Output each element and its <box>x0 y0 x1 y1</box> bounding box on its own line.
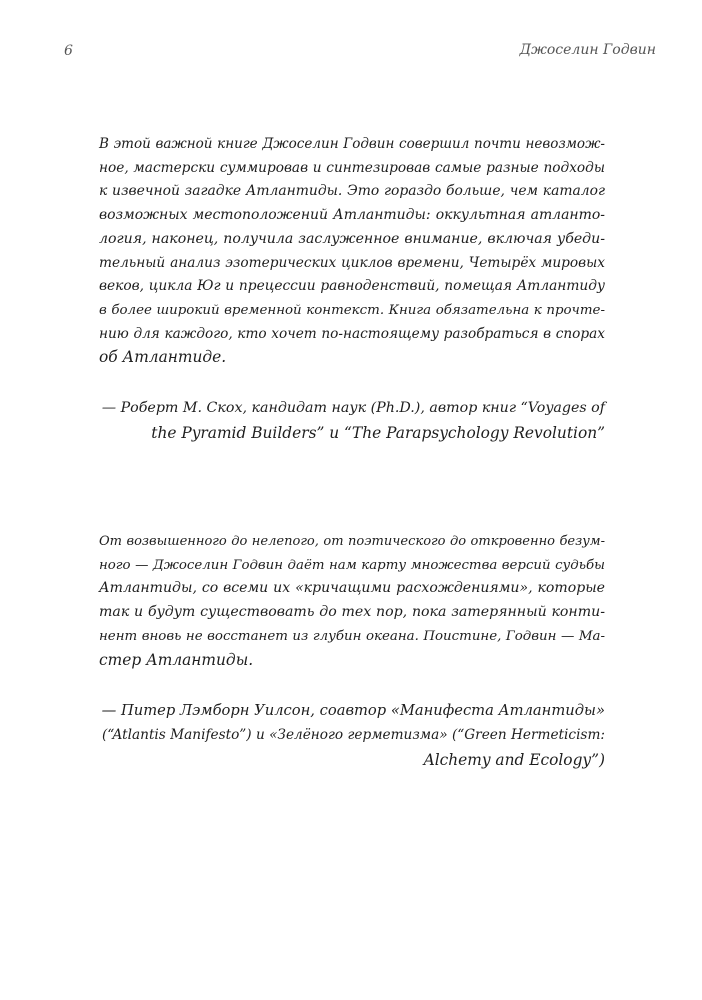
blurb-line: к извечной загадке Атлантиды. Это гораздо больше, чем каталог <box>99 183 605 200</box>
attribution-line: Alchemy and Ecology”) <box>423 751 605 770</box>
attribution-line: the Pyramid Builders” и “The Parapsychology Revolution” <box>151 424 605 443</box>
page-content <box>99 133 605 773</box>
blurb-line: нент вновь не восстанет из глубин океана. Поистине, Годвин — Ма- <box>99 628 605 644</box>
blurb-line: об Атлантиде. <box>99 348 227 367</box>
blurb-line: так и будут существовать до тех пор, пока затерянный конти- <box>99 604 605 621</box>
page-number: 6 <box>64 43 73 59</box>
blurb-line: логия, наконец, получила заслуженное внимание, включая убеди- <box>99 230 605 247</box>
blurb-text <box>99 133 605 370</box>
attribution-line: — Роберт М. Скох, кандидат наук (Ph.D.), автор книг “Voyages of <box>101 400 605 417</box>
attribution-line: — Питер Лэмборн Уилсон, соавтор «Манифеста Атлантиды» <box>101 702 605 720</box>
blurb-schoch <box>99 133 605 446</box>
blurb-line: В этой важной книге Джоселин Годвин совершил почти невозмож- <box>99 136 605 152</box>
blurb-line: Атлантиды, со всеми их «кричащими расхождениями», которые <box>99 580 605 597</box>
blurb-line: веков, цикла Юг и прецессии равноденствий, помещая Атлантиду <box>99 278 605 295</box>
blurb-attribution <box>99 698 605 773</box>
blurb-line: ного — Джоселин Годвин даёт нам карту множества версий судьбы <box>99 557 605 573</box>
blurb-line: нию для каждого, кто хочет по-настоящему разобраться в спорах <box>99 325 605 342</box>
blurb-line: стер Атлантиды. <box>99 650 254 669</box>
blurb-line: в более широкий временной контекст. Книга обязательна к прочте- <box>99 302 605 318</box>
page-header <box>0 0 702 80</box>
blurb-line: ное, мастерски суммировав и синтезировав самые разные подходы <box>99 159 605 176</box>
running-head: Джоселин Годвин <box>519 42 656 58</box>
attribution-line: (“Atlantis Manifesto”) и «Зелёного герметизма» (“Green Hermeticism: <box>101 727 605 744</box>
blurb-attribution <box>99 396 605 446</box>
blurb-wilson <box>99 530 605 773</box>
blurb-text <box>99 530 605 672</box>
blurb-line: возможных местоположений Атлантиды: оккультная атланто- <box>99 207 605 224</box>
blurb-spacer <box>99 446 605 530</box>
blurb-line: тельный анализ эзотерических циклов времени, Четырёх мировых <box>99 254 605 271</box>
blurb-line: От возвышенного до нелепого, от поэтического до откровенно безум- <box>99 534 605 550</box>
